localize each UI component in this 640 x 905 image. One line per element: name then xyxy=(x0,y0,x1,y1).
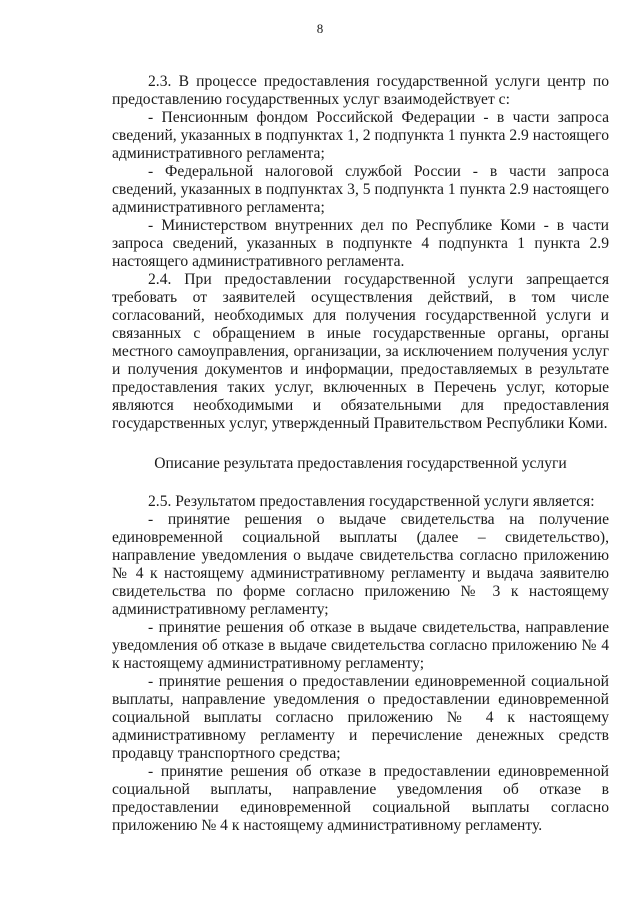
paragraph-tax-service: - Федеральной налоговой службой России - в части запроса сведений, указанных в подпунктах 3, 5 подпункта 1 пункта 2.9 настоящего административного регламента; xyxy=(112,163,609,216)
paragraph-2-3: 2.3. В процессе предоставления государственной услуги центр по предоставлению государственных услуг взаимодействует с: xyxy=(112,73,609,108)
page-number: 8 xyxy=(316,21,324,36)
result-item-refuse-payment: - принятие решения об отказе в предоставлении единовременной социальной выплаты, направление уведомления об отказе в предоставлении единовременной социальной выплаты согласно приложению № 4 к настоящему административному регламенту. xyxy=(112,763,609,834)
section-heading: Описание результата предоставления государственной услуги xyxy=(154,455,567,472)
paragraph-interior-ministry: - Министерством внутренних дел по Республике Коми - в части запроса сведений, указанных в подпункте 4 подпункта 1 пункта 2.9 настоящего административного регламента. xyxy=(112,217,609,270)
result-item-issue-certificate: - принятие решения о выдаче свидетельства на получение единовременной социальной выплаты (далее – свидетельство), направление уведомления о выдаче свидетельства согласно приложению № 4 к настоящему административному регламенту и выдача заявителю свидетельства по форме согласно приложению № 3 к настоящему административному регламенту; xyxy=(112,511,609,618)
document-body xyxy=(112,73,609,835)
result-item-refuse-certificate: - принятие решения об отказе в выдаче свидетельства, направление уведомления об отказе в выдаче свидетельства согласно приложению № 4 к настоящему административному регламенту; xyxy=(112,619,609,672)
paragraph-pension-fund: - Пенсионным фондом Российской Федерации - в части запроса сведений, указанных в подпунктах 1, 2 подпункта 1 пункта 2.9 настоящего административного регламента; xyxy=(112,109,609,162)
result-item-grant-payment: - принятие решения о предоставлении единовременной социальной выплаты, направление уведомления о предоставлении единовременной социальной выплаты согласно приложению № 4 к настоящему административному регламенту и перечисление денежных средств продавцу транспортного средства; xyxy=(112,673,609,762)
paragraph-2-5: 2.5. Результатом предоставления государственной услуги является: xyxy=(148,493,595,510)
paragraph-2-4: 2.4. При предоставлении государственной услуги запрещается требовать от заявителей осуществления действий, в том числе согласований, необходимых для получения государственной услуги и связанных с обращением в иные государственные органы, органы местного самоуправления, организации, за исключением получения услуг и получения документов и информации, предоставляемых в результате предоставления таких услуг, включенных в Перечень услуг, которые являются необходимыми и обязательными для предоставления государственных услуг, утвержденный Правительством Республики Коми. xyxy=(112,271,609,432)
